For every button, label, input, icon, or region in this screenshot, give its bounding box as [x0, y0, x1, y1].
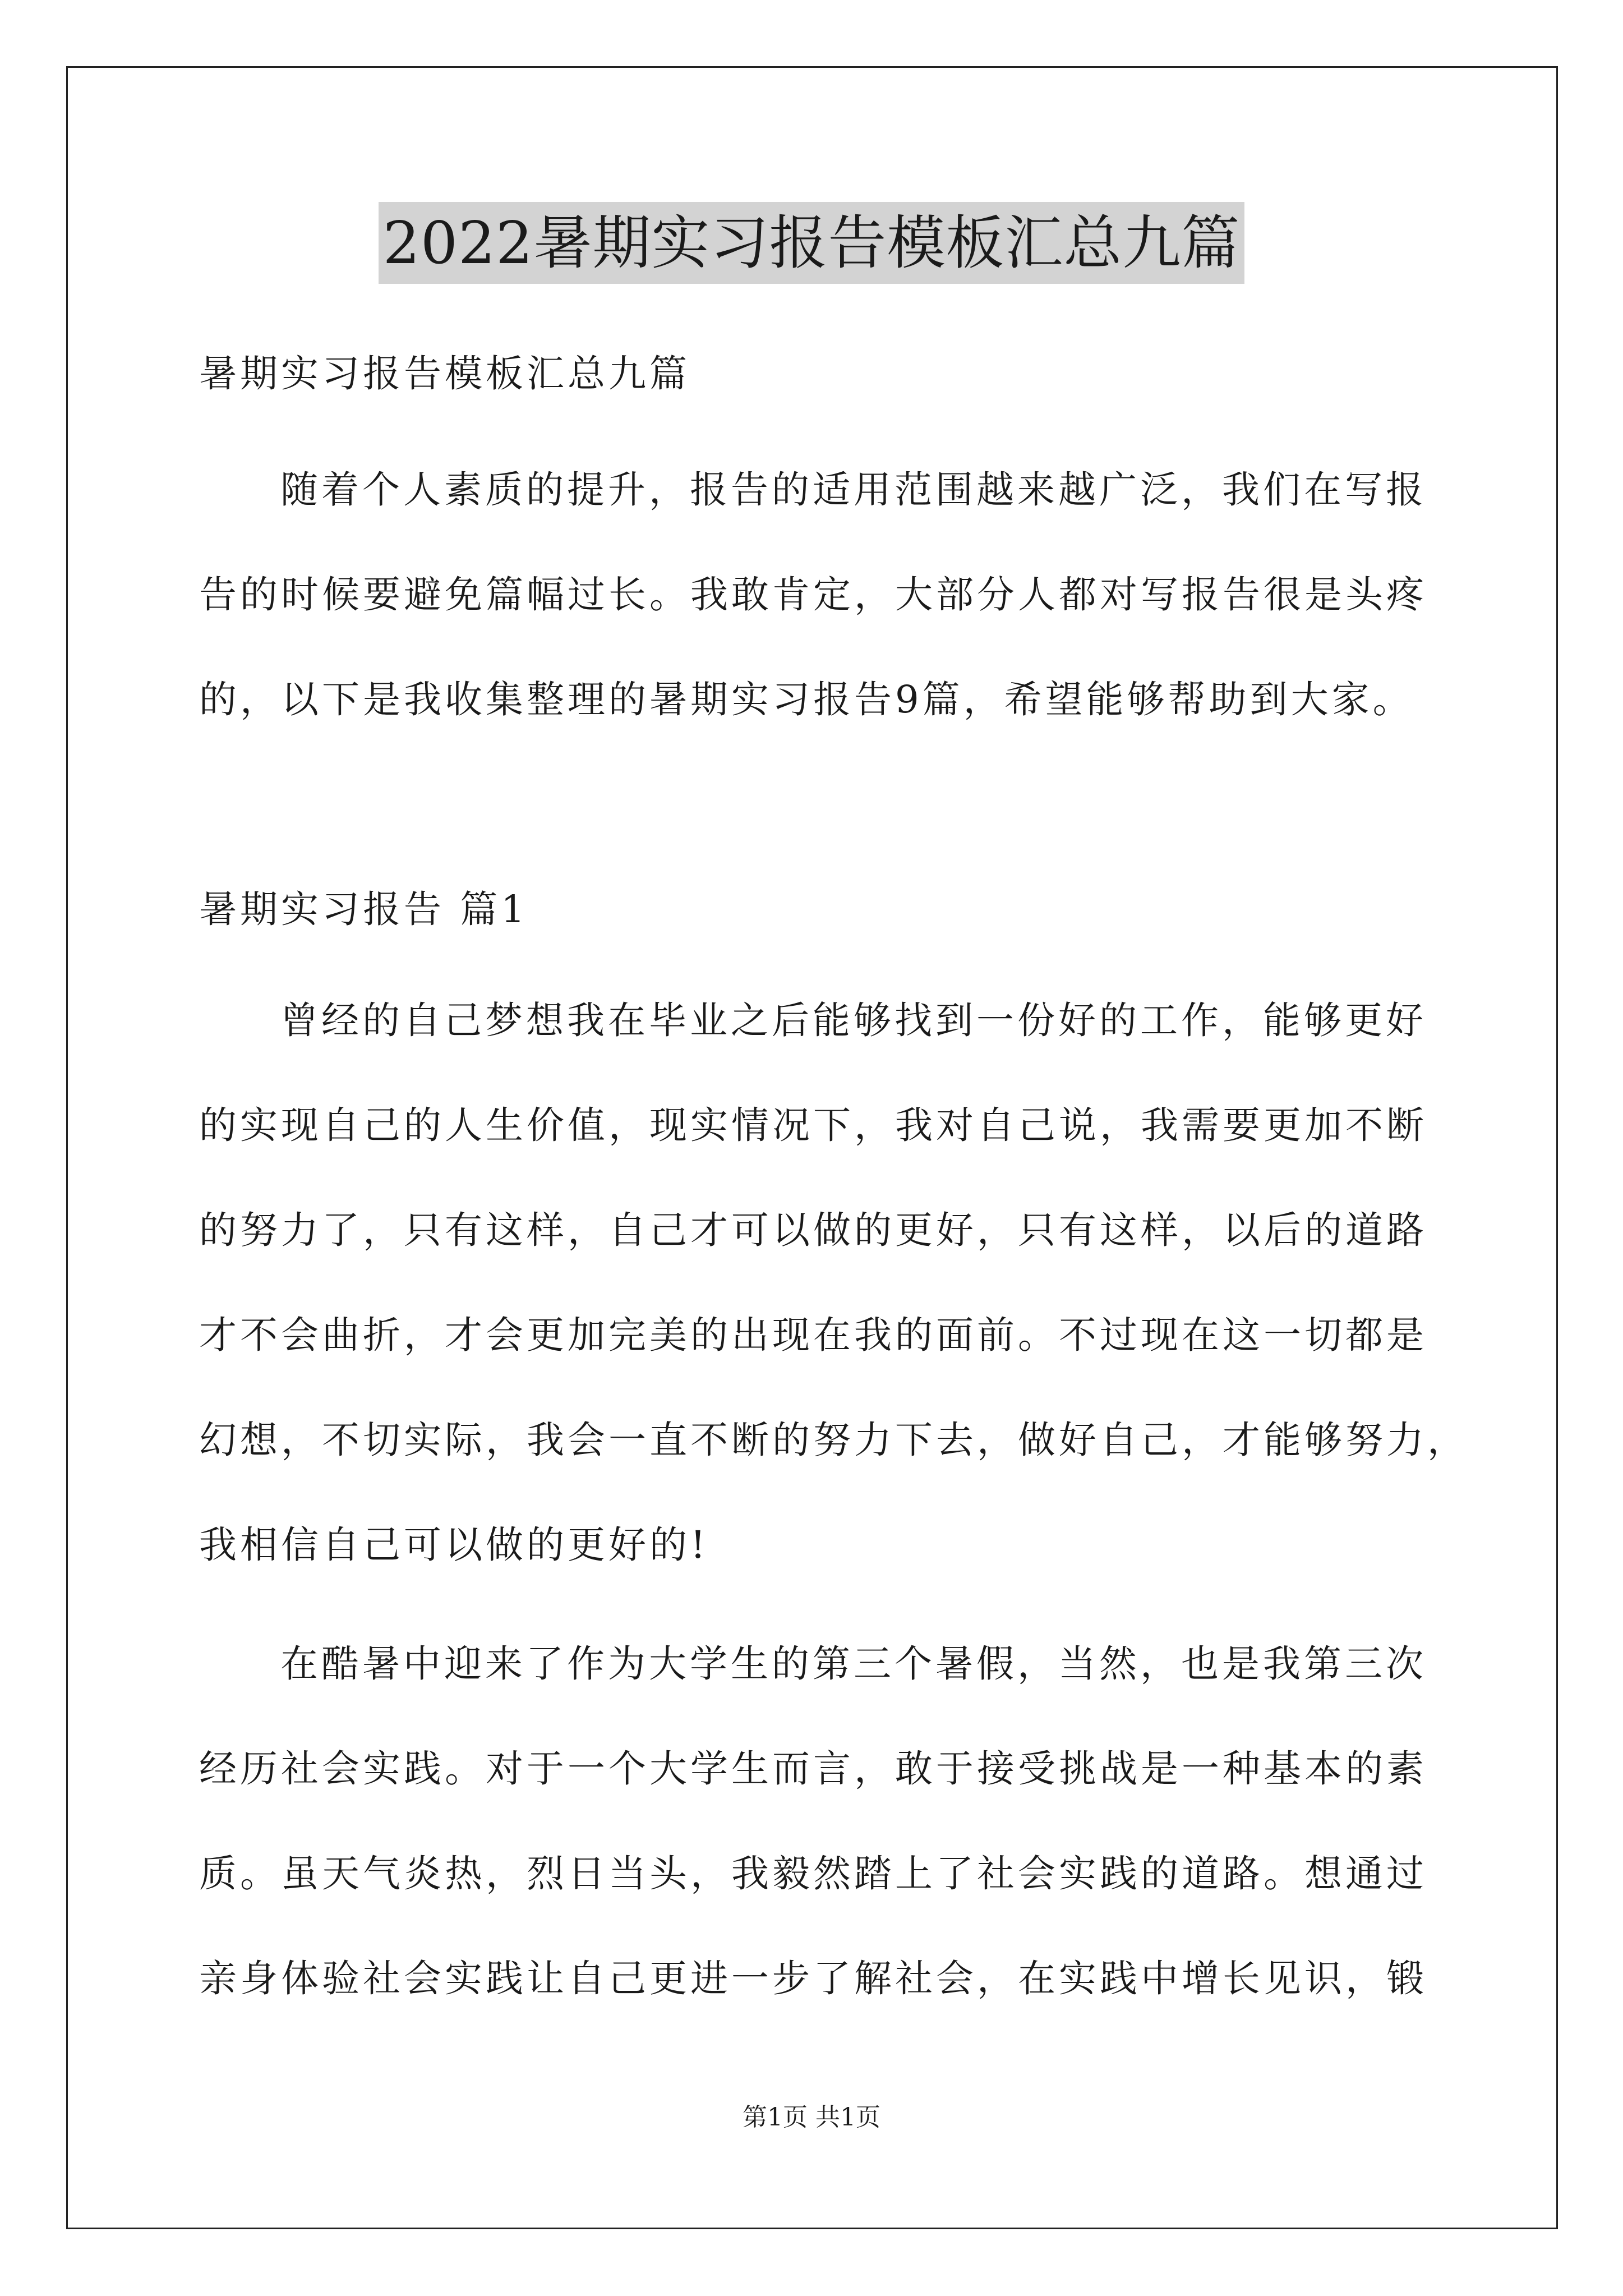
- paragraph1-line: 幻想，不切实际，我会一直不断的努力下去，做好自己，才能够努力，: [199, 1418, 1468, 1462]
- section-heading: 暑期实习报告 篇1: [199, 887, 528, 931]
- page-footer: 第1页 共1页: [743, 2103, 880, 2132]
- paragraph1-line: 的实现自己的人生价值，现实情况下，我对自己说，我需要更加不断: [199, 1103, 1427, 1147]
- intro-line: 的，以下是我收集整理的暑期实习报告9篇，希望能够帮助到大家。: [199, 678, 1414, 721]
- document-title: 2022暑期实习报告模板汇总九篇: [379, 202, 1245, 284]
- paragraph2-line: 在酷暑中迎来了作为大学生的第三个暑假，当然，也是我第三次: [280, 1642, 1427, 1686]
- intro-line: 随着个人素质的提升，报告的适用范围越来越广泛，我们在写报: [280, 468, 1427, 512]
- title-container: [0, 202, 1623, 284]
- paragraph2-line: 经历社会实践。对于一个大学生而言，敢于接受挑战是一种基本的素: [199, 1747, 1427, 1791]
- paragraph2-line: 质。虽天气炎热，烈日当头，我毅然踏上了社会实践的道路。想通过: [199, 1852, 1427, 1895]
- paragraph1-line: 才不会曲折，才会更加完美的出现在我的面前。不过现在这一切都是: [199, 1313, 1427, 1357]
- document-subtitle: 暑期实习报告模板汇总九篇: [199, 352, 690, 395]
- paragraph1-line: 曾经的自己梦想我在毕业之后能够找到一份好的工作，能够更好: [280, 999, 1427, 1042]
- paragraph1-line: 的努力了，只有这样，自己才可以做的更好，只有这样，以后的道路: [199, 1208, 1427, 1252]
- paragraph1-line: 我相信自己可以做的更好的!: [199, 1523, 709, 1567]
- paragraph2-line: 亲身体验社会实践让自己更进一步了解社会，在实践中增长见识，锻: [199, 1957, 1427, 2000]
- intro-line: 告的时候要避免篇幅过长。我敢肯定，大部分人都对写报告很是头疼: [199, 573, 1427, 616]
